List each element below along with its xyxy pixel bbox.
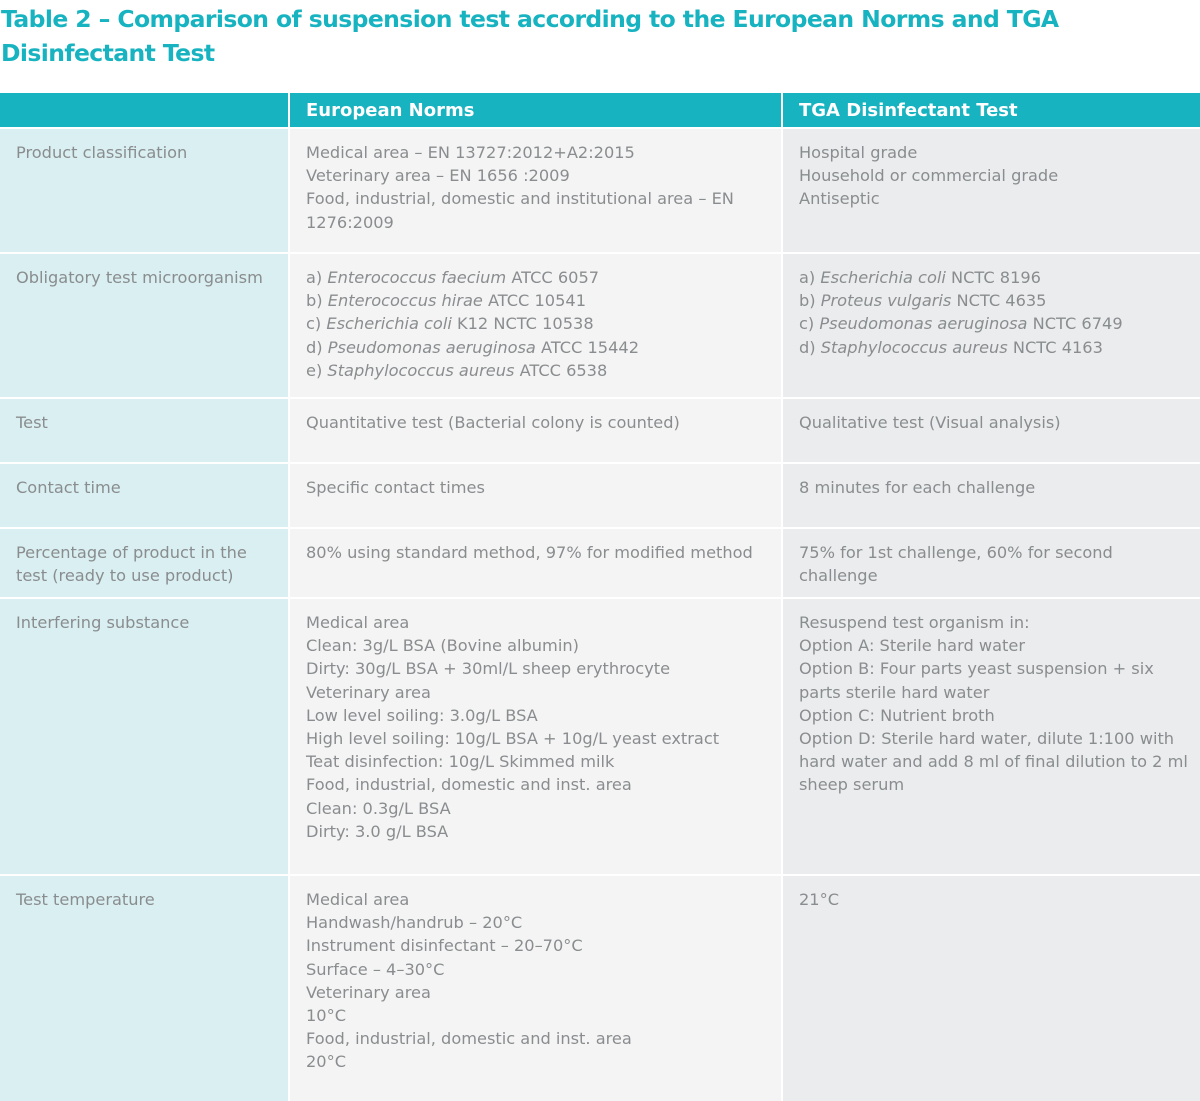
cell-text: d) xyxy=(799,337,821,357)
cell-text: Food, industrial, domestic and inst. area xyxy=(306,775,632,795)
cell-line xyxy=(306,359,771,382)
cell-text: Clean: 0.3g/L BSA xyxy=(306,798,451,818)
cell-line xyxy=(306,958,771,981)
cell-line xyxy=(799,336,1190,359)
species-name: Enterococcus hirae xyxy=(327,291,483,311)
cell-line xyxy=(306,1050,771,1073)
cell-line xyxy=(306,476,771,499)
table-row-interfering-substance xyxy=(0,598,1200,875)
cell-text: Food, industrial, domestic and institutional area – EN 1276:2009 xyxy=(306,189,734,232)
tga-test-cell xyxy=(782,253,1200,398)
cell-line xyxy=(799,657,1190,703)
cell-text: Medical area xyxy=(306,613,410,632)
cell-text: Teat disinfection: 10g/L Skimmed milk xyxy=(306,752,615,772)
cell-text: ATCC 6538 xyxy=(514,360,608,380)
cell-line xyxy=(799,727,1190,797)
header-empty xyxy=(0,93,289,128)
cell-text: ATCC 15442 xyxy=(535,337,640,357)
european-norms-cell xyxy=(289,598,782,875)
row-label: Obligatory test microorganism xyxy=(0,253,289,398)
table-row-product-classification xyxy=(0,128,1200,253)
cell-text: Veterinary area – EN 1656 :2009 xyxy=(306,166,570,186)
cell-text: 8 minutes for each challenge xyxy=(799,478,1036,497)
cell-text: e) xyxy=(306,360,328,380)
header-tga-test: TGA Disinfectant Test xyxy=(782,93,1200,128)
cell-text: Option D: Sterile hard water, dilute 1:100 with hard water and add 8 ml of final dilution to 2 ml sheep serum xyxy=(799,729,1188,795)
species-name: Staphylococcus aureus xyxy=(327,360,515,380)
cell-text: 21°C xyxy=(799,890,839,909)
cell-text: Antiseptic xyxy=(799,189,880,209)
cell-line xyxy=(306,981,771,1004)
cell-text: b) xyxy=(799,291,821,311)
cell-line xyxy=(306,1004,771,1027)
cell-line xyxy=(306,727,771,750)
tga-test-cell xyxy=(782,398,1200,463)
cell-line xyxy=(799,141,1190,164)
cell-line xyxy=(306,1027,771,1050)
row-label: Contact time xyxy=(0,463,289,528)
cell-text: Instrument disinfectant – 20–70°C xyxy=(306,936,583,956)
cell-text: Veterinary area xyxy=(306,682,431,702)
cell-line xyxy=(306,541,771,564)
cell-text: Hospital grade xyxy=(799,143,918,162)
cell-text: Qualitative test (Visual analysis) xyxy=(799,413,1061,432)
cell-line xyxy=(799,541,1190,587)
cell-text: K12 NCTC 10538 xyxy=(451,314,594,334)
cell-line xyxy=(799,164,1190,187)
cell-text: Quantitative test (Bacterial colony is counted) xyxy=(306,413,680,432)
cell-text: d) xyxy=(306,337,328,357)
cell-text: Household or commercial grade xyxy=(799,166,1059,186)
cell-line xyxy=(799,266,1190,289)
cell-line xyxy=(306,797,771,820)
cell-line xyxy=(799,289,1190,312)
table-row-test xyxy=(0,398,1200,463)
tga-test-cell xyxy=(782,875,1200,1101)
cell-text: Specific contact times xyxy=(306,478,485,497)
cell-text: a) xyxy=(306,268,328,287)
species-name: Escherichia coli xyxy=(326,314,452,334)
cell-line xyxy=(306,336,771,359)
european-norms-cell xyxy=(289,128,782,253)
cell-line xyxy=(306,773,771,796)
cell-line xyxy=(306,411,771,434)
cell-line xyxy=(799,611,1190,634)
cell-text: NCTC 6749 xyxy=(1027,314,1123,334)
cell-text: Handwash/handrub – 20°C xyxy=(306,913,523,933)
species-name: Pseudomonas aeruginosa xyxy=(327,337,536,357)
tga-test-cell xyxy=(782,528,1200,598)
cell-text: Option B: Four parts yeast suspension + six parts sterile hard water xyxy=(799,659,1154,702)
cell-line xyxy=(306,657,771,680)
cell-line xyxy=(306,888,771,911)
cell-text: 20°C xyxy=(306,1052,346,1072)
cell-text: Clean: 3g/L BSA (Bovine albumin) xyxy=(306,636,579,656)
table-title: Table 2 – Comparison of suspension test according to the European Norms and TGA Disinfectant Test xyxy=(1,5,1059,67)
cell-text: ATCC 10541 xyxy=(482,291,586,311)
cell-line xyxy=(799,312,1190,335)
row-label: Interfering substance xyxy=(0,598,289,875)
cell-text: Dirty: 3.0 g/L BSA xyxy=(306,821,449,841)
header-european-norms: European Norms xyxy=(289,93,782,128)
species-name: Staphylococcus aureus xyxy=(820,337,1008,357)
cell-line xyxy=(799,888,1190,911)
row-label: Test temperature xyxy=(0,875,289,1101)
cell-line xyxy=(799,634,1190,657)
european-norms-cell xyxy=(289,528,782,598)
species-name: Pseudomonas aeruginosa xyxy=(819,314,1028,334)
cell-line xyxy=(799,704,1190,727)
cell-text: Medical area xyxy=(306,890,410,909)
cell-line xyxy=(306,704,771,727)
cell-line xyxy=(799,476,1190,499)
row-label: Percentage of product in the test (ready to use product) xyxy=(0,528,289,598)
european-norms-cell xyxy=(289,875,782,1101)
cell-line xyxy=(799,411,1190,434)
cell-text: NCTC 4163 xyxy=(1007,337,1103,357)
table-row-contact-time xyxy=(0,463,1200,528)
tga-test-cell xyxy=(782,598,1200,875)
cell-line xyxy=(306,681,771,704)
cell-text: c) xyxy=(799,314,820,334)
table-row-test-temperature xyxy=(0,875,1200,1101)
cell-text: NCTC 4635 xyxy=(951,291,1047,311)
row-label: Test xyxy=(0,398,289,463)
cell-text: 80% using standard method, 97% for modified method xyxy=(306,543,753,562)
cell-text: Resuspend test organism in: xyxy=(799,613,1030,632)
table-row-percentage-of-product-in-the-test-ready-to-use-product xyxy=(0,528,1200,598)
cell-line xyxy=(799,187,1190,210)
cell-line xyxy=(306,289,771,312)
cell-text: c) xyxy=(306,314,327,334)
cell-text: 10°C xyxy=(306,1006,346,1026)
cell-text: Surface – 4–30°C xyxy=(306,959,445,979)
species-name: Proteus vulgaris xyxy=(820,291,952,311)
cell-line xyxy=(306,611,771,634)
european-norms-cell xyxy=(289,253,782,398)
table-header-row xyxy=(0,93,1200,128)
cell-line xyxy=(306,634,771,657)
cell-line xyxy=(306,187,771,233)
cell-text: Option C: Nutrient broth xyxy=(799,705,995,725)
species-name: Enterococcus faecium xyxy=(327,268,507,287)
cell-text: Option A: Sterile hard water xyxy=(799,636,1025,656)
cell-line xyxy=(306,164,771,187)
cell-text: b) xyxy=(306,291,328,311)
cell-text: NCTC 8196 xyxy=(945,268,1041,287)
cell-text: Medical area – EN 13727:2012+A2:2015 xyxy=(306,143,635,162)
cell-text: 75% for 1st challenge, 60% for second challenge xyxy=(799,543,1113,586)
cell-line xyxy=(306,312,771,335)
european-norms-cell xyxy=(289,463,782,528)
cell-text: ATCC 6057 xyxy=(506,268,600,287)
cell-line xyxy=(306,911,771,934)
comparison-table xyxy=(0,93,1200,1101)
cell-line xyxy=(306,141,771,164)
cell-line xyxy=(306,750,771,773)
cell-text: High level soiling: 10g/L BSA + 10g/L yeast extract xyxy=(306,729,720,749)
table-row-obligatory-test-microorganism xyxy=(0,253,1200,398)
tga-test-cell xyxy=(782,128,1200,253)
cell-text: Low level soiling: 3.0g/L BSA xyxy=(306,705,538,725)
european-norms-cell xyxy=(289,398,782,463)
cell-text: Dirty: 30g/L BSA + 30ml/L sheep erythrocyte xyxy=(306,659,671,679)
cell-text: a) xyxy=(799,268,821,287)
row-label: Product classification xyxy=(0,128,289,253)
cell-text: Food, industrial, domestic and inst. area xyxy=(306,1029,632,1049)
tga-test-cell xyxy=(782,463,1200,528)
cell-text: Veterinary area xyxy=(306,982,431,1002)
cell-line xyxy=(306,934,771,957)
cell-line xyxy=(306,820,771,843)
cell-line xyxy=(306,266,771,289)
species-name: Escherichia coli xyxy=(820,268,946,287)
